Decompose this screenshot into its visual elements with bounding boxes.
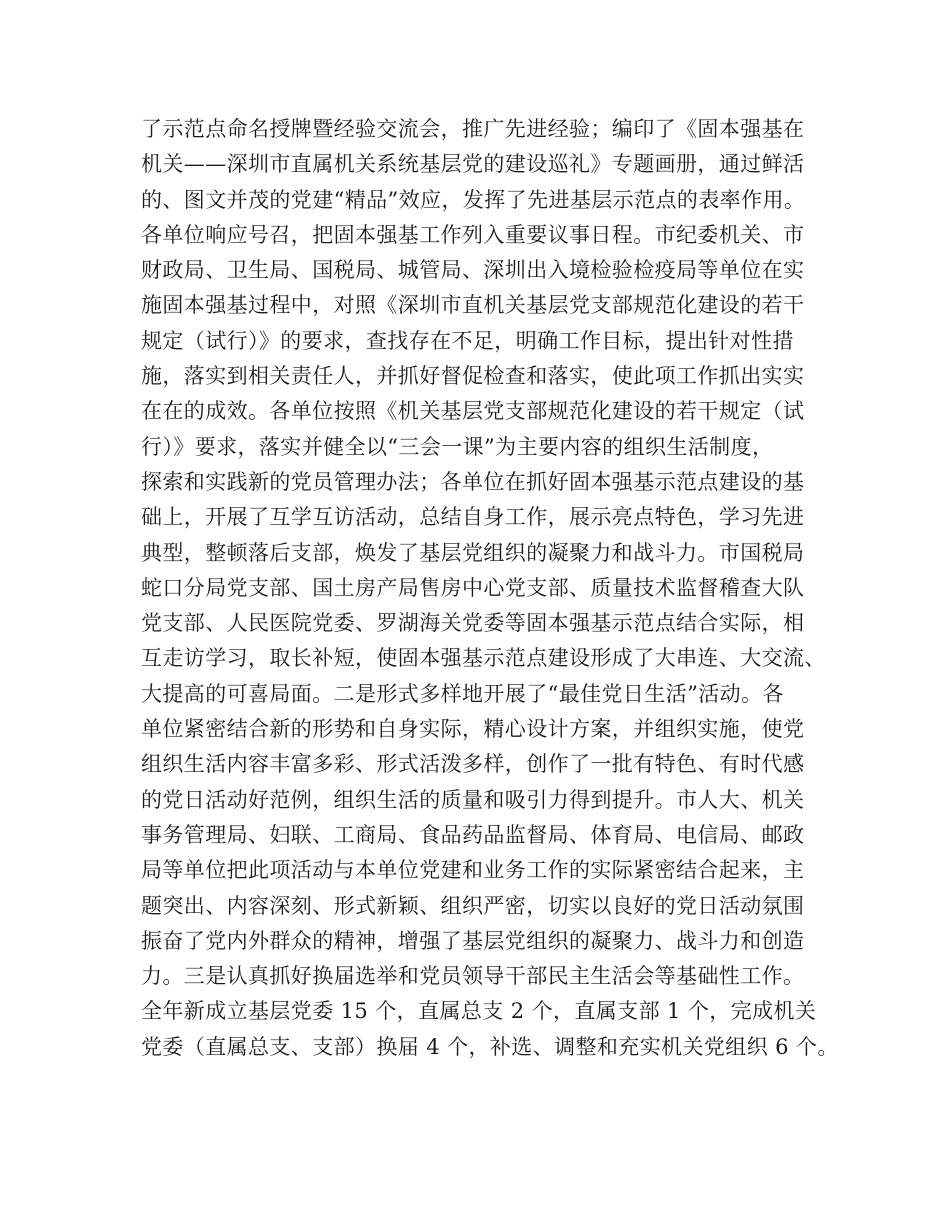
text-line: 探索和实践新的党员管理办法；各单位在抓好固本强基示范点建设的基 [141,469,805,494]
text-line: 事务管理局、妇联、工商局、食品药品监督局、体育局、电信局、邮政 [141,822,805,847]
text-line: 财政局、卫生局、国税局、城管局、深圳出入境检验检疫局等单位在实 [141,258,805,283]
text-line: 党委（直属总支、支部）换届 4 个，补选、调整和充实机关党组织 6 个。 [141,1034,839,1059]
text-line: 机关——深圳市直属机关系统基层党的建设巡礼》专题画册，通过鲜活 [141,152,805,177]
text-line: 了示范点命名授牌暨经验交流会，推广先进经验；编印了《固本强基在 [141,117,805,141]
text-line: 施固本强基过程中，对照《深圳市直机关基层党支部规范化建设的若干 [141,293,805,318]
text-line: 规定（试行）》的要求，查找存在不足，明确工作目标，提出针对性措 [141,328,794,353]
text-line: 蛇口分局党支部、国土房产局售房中心党支部、质量技术监督稽查大队 [141,575,805,600]
text-line: 典型，整顿落后支部，焕发了基层党组织的凝聚力和战斗力。市国税局 [141,540,805,565]
text-line: 全年新成立基层党委 15 个，直属总支 2 个，直属支部 1 个，完成机关 [141,999,817,1024]
text-line: 础上，开展了互学互访活动，总结自身工作，展示亮点特色，学习先进 [141,505,805,530]
text-line: 的党日活动好范例，组织生活的质量和吸引力得到提升。市人大、机关 [141,787,805,812]
text-line: 施，落实到相关责任人，并抓好督促检查和落实，使此项工作抓出实实 [141,364,805,389]
text-line: 在在的成效。各单位按照《机关基层党支部规范化建设的若干规定（试 [141,399,805,424]
body-text [141,112,839,1065]
text-line: 组织生活内容丰富多彩、形式活泼多样，创作了一批有特色、有时代感 [141,752,805,777]
text-line: 局等单位把此项活动与本单位党建和业务工作的实际紧密结合起来，主 [141,858,805,883]
text-line: 各单位响应号召，把固本强基工作列入重要议事日程。市纪委机关、市 [141,222,805,247]
text-line: 的、图文并茂的党建“精品”效应，发挥了先进基层示范点的表率作用。 [141,187,806,212]
text-line: 党支部、人民医院党委、罗湖海关党委等固本强基示范点结合实际，相 [141,611,805,636]
text-line: 单位紧密结合新的形势和自身实际，精心设计方案，并组织实施，使党 [141,717,805,742]
text-line: 行）》要求，落实并健全以“三会一课”为主要内容的组织生活制度， [141,434,774,459]
text-line: 大提高的可喜局面。二是形式多样地开展了“最佳党日生活”活动。各 [141,681,784,706]
text-line: 互走访学习，取长补短，使固本强基示范点建设形成了大串连、大交流、 [141,646,826,671]
text-line: 题突出、内容深刻、形式新颖、组织严密，切实以良好的党日活动氛围 [141,893,805,918]
text-line: 力。三是认真抓好换届选举和党员领导干部民主生活会等基础性工作。 [141,964,805,989]
text-line: 振奋了党内外群众的精神，增强了基层党组织的凝聚力、战斗力和创造 [141,928,805,953]
